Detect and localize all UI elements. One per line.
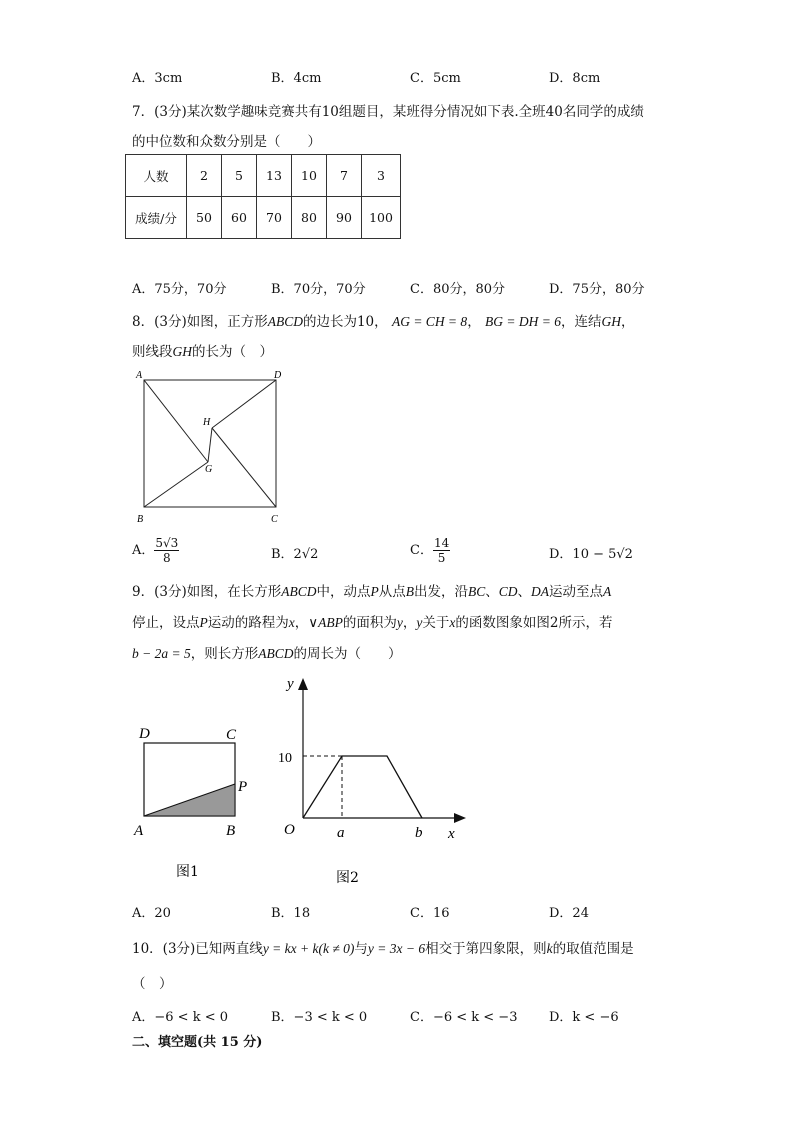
segment-ch — [212, 428, 276, 507]
q8-text: 8．(3分)如图，正方形 — [132, 314, 268, 330]
label-d: D — [274, 370, 282, 381]
q7-score-table — [125, 154, 401, 239]
table-cell: 60 — [222, 197, 257, 239]
fig1-label-b: B — [226, 823, 236, 839]
q9-line3 — [132, 642, 401, 662]
q8-text: ，连结 — [560, 314, 602, 330]
segment-gh — [208, 428, 212, 462]
table-cell: 3 — [362, 155, 401, 197]
table-cell: 50 — [187, 197, 222, 239]
table-cell: 90 — [327, 197, 362, 239]
q9-sym: A — [603, 584, 612, 599]
section-heading-fill-in: 二、填空题(共 15 分) — [132, 1035, 263, 1050]
q7-option-a: A．75分，70分 — [132, 282, 227, 297]
table-cell: 7 — [327, 155, 362, 197]
q8-square-figure — [128, 364, 288, 528]
q9-text: 从点 — [378, 584, 406, 600]
q6-option-a: A．3cm — [132, 71, 183, 86]
q7-line1: 7．(3分)某次数学趣味竞赛共有10组题目，某班得分情况如下表.全班40名同学的成绩 — [132, 104, 644, 120]
q9-text: 运动的路程为 — [207, 615, 289, 631]
label-b: B — [137, 514, 144, 525]
label-h: H — [203, 417, 211, 428]
q9-sym: x — [288, 615, 295, 630]
q8-eq1: AG = CH = 8 — [391, 314, 468, 329]
table-cell: 5 — [222, 155, 257, 197]
q9-sym: ABP — [318, 615, 343, 630]
q9-text: 中，动点 — [316, 584, 371, 600]
q9-line1 — [132, 580, 611, 600]
q8-option-d: D．10 − 5√2 — [549, 547, 633, 562]
q9-text: ，则长方形 — [190, 646, 259, 662]
fig1-label-p: P — [238, 779, 248, 795]
q10-eq2: y = 3x − 6 — [367, 941, 426, 956]
q8-eq2: BG = DH = 6 — [484, 314, 561, 329]
table-row — [126, 197, 401, 239]
q10-text: 的取值范围是 — [552, 941, 634, 957]
q6-option-b: B．4cm — [271, 71, 322, 86]
table-row — [126, 155, 401, 197]
q9-text: 停止，设点 — [132, 615, 200, 631]
q8-text: 的边长为10， — [302, 314, 388, 330]
fraction — [154, 536, 179, 565]
q7-option-b: B．70分，70分 — [271, 282, 366, 297]
q8-line2 — [132, 340, 273, 360]
table-cell: 13 — [257, 155, 292, 197]
q8-option-b: B．2√2 — [271, 547, 319, 562]
q9-text: 出发，沿 — [413, 584, 468, 600]
q9-text: 关于 — [422, 615, 450, 631]
q8-text: ， — [467, 314, 481, 330]
shaded-triangle-abp — [144, 784, 235, 816]
table-cell: 人数 — [126, 155, 187, 197]
fig2-label-o: O — [284, 822, 295, 838]
numerator: 5√3 — [155, 536, 179, 550]
fig2-label-10: 10 — [278, 751, 292, 766]
denominator: 5 — [437, 551, 446, 565]
label-c: C — [271, 514, 278, 525]
q10-text: 相交于第四象限，则 — [425, 941, 547, 957]
table-cell: 70 — [257, 197, 292, 239]
segment-ag — [144, 380, 208, 462]
q10-option-d: D．k < −6 — [549, 1010, 619, 1025]
numerator: 14 — [433, 536, 450, 550]
option-label: C． — [410, 543, 433, 558]
q8-gh: GH — [601, 314, 621, 329]
q8-line1 — [132, 310, 634, 330]
label-a: A — [136, 370, 143, 381]
q9-sym: x — [449, 615, 456, 630]
q10-text: 与 — [354, 941, 368, 957]
q10-line2: （ ） — [132, 976, 173, 992]
fig2-label-b: b — [415, 825, 423, 841]
table-cell: 10 — [292, 155, 327, 197]
q9-option-d: D．24 — [549, 906, 589, 921]
q9-text: 运动至点 — [549, 584, 603, 600]
q9-figure-1 — [130, 720, 260, 890]
q10-k: k — [546, 941, 553, 956]
q9-text: ，∨ — [294, 615, 319, 631]
q9-sym: ABCD — [281, 584, 317, 599]
q9-sym: P — [199, 615, 208, 630]
q9-sym: DA — [531, 584, 549, 599]
q8-abcd: ABCD — [267, 314, 303, 329]
q9-sym: ABCD — [258, 646, 294, 661]
q10-option-c: C．−6 < k < −3 — [410, 1010, 518, 1025]
q9-text: 的面积为 — [342, 615, 397, 631]
q9-line2 — [132, 611, 612, 631]
q9-text: 9．(3分)如图，在长方形 — [132, 584, 282, 600]
table-cell: 成绩/分 — [126, 197, 187, 239]
q9-sym: y — [416, 615, 423, 630]
q9-sym: B — [405, 584, 414, 599]
fig2-caption: 图2 — [336, 870, 359, 886]
q10-option-a: A．−6 < k < 0 — [132, 1010, 229, 1025]
q9-sym: BC — [467, 584, 486, 599]
q10-text: 10．(3分)已知两直线 — [132, 941, 263, 957]
q9-option-a: A．20 — [132, 906, 171, 921]
q9-option-c: C．16 — [410, 906, 450, 921]
q7-option-d: D．75分，80分 — [549, 282, 645, 297]
q9-text: ， — [402, 615, 417, 631]
fig1-label-d: D — [139, 726, 150, 742]
table-cell: 80 — [292, 197, 327, 239]
q7-line2: 的中位数和众数分别是（ ） — [132, 134, 321, 150]
q6-option-d: D．8cm — [549, 71, 601, 86]
q8-option-c — [410, 535, 450, 567]
option-label: A． — [132, 543, 155, 558]
q8-text: 则线段 — [132, 344, 173, 360]
segment-dh — [212, 380, 276, 428]
q9-sym: P — [370, 584, 379, 599]
q9-sym: CD — [498, 584, 518, 599]
denominator: 8 — [163, 551, 171, 565]
table-cell: 100 — [362, 197, 401, 239]
x-axis-arrow — [454, 813, 466, 823]
fig1-caption: 图1 — [176, 864, 199, 880]
q10-eq1: y = kx + k(k ≠ 0) — [262, 941, 355, 956]
q9-figure-2 — [272, 670, 472, 890]
fig2-label-x: x — [448, 826, 455, 842]
q8-text: 的长为（ ） — [192, 344, 273, 360]
q9-eq: b − 2a = 5 — [132, 646, 191, 661]
q9-option-b: B．18 — [271, 906, 311, 921]
fig2-label-a: a — [337, 825, 345, 841]
q10-line1 — [132, 937, 634, 957]
q6-option-c: C．5cm — [410, 71, 461, 86]
function-graph — [303, 756, 422, 818]
q9-text: 、 — [517, 584, 531, 600]
q7-option-c: C．80分，80分 — [410, 282, 506, 297]
q8-option-a — [132, 535, 179, 567]
segment-bg — [144, 462, 208, 507]
y-axis-arrow — [298, 678, 308, 690]
q9-text: 、 — [485, 584, 499, 600]
fig1-label-c: C — [226, 727, 237, 743]
fig2-label-y: y — [287, 676, 294, 692]
q9-text: 的周长为（ ） — [293, 646, 402, 662]
q8-gh: GH — [172, 344, 192, 359]
table-cell: 2 — [187, 155, 222, 197]
fig1-label-a: A — [134, 823, 144, 839]
q10-option-b: B．−3 < k < 0 — [271, 1010, 368, 1025]
fraction — [433, 536, 450, 565]
q9-text: 的函数图象如图2所示，若 — [455, 615, 613, 631]
q9-sym: y — [396, 615, 403, 630]
label-g: G — [205, 464, 213, 475]
q8-text: ， — [620, 314, 635, 330]
